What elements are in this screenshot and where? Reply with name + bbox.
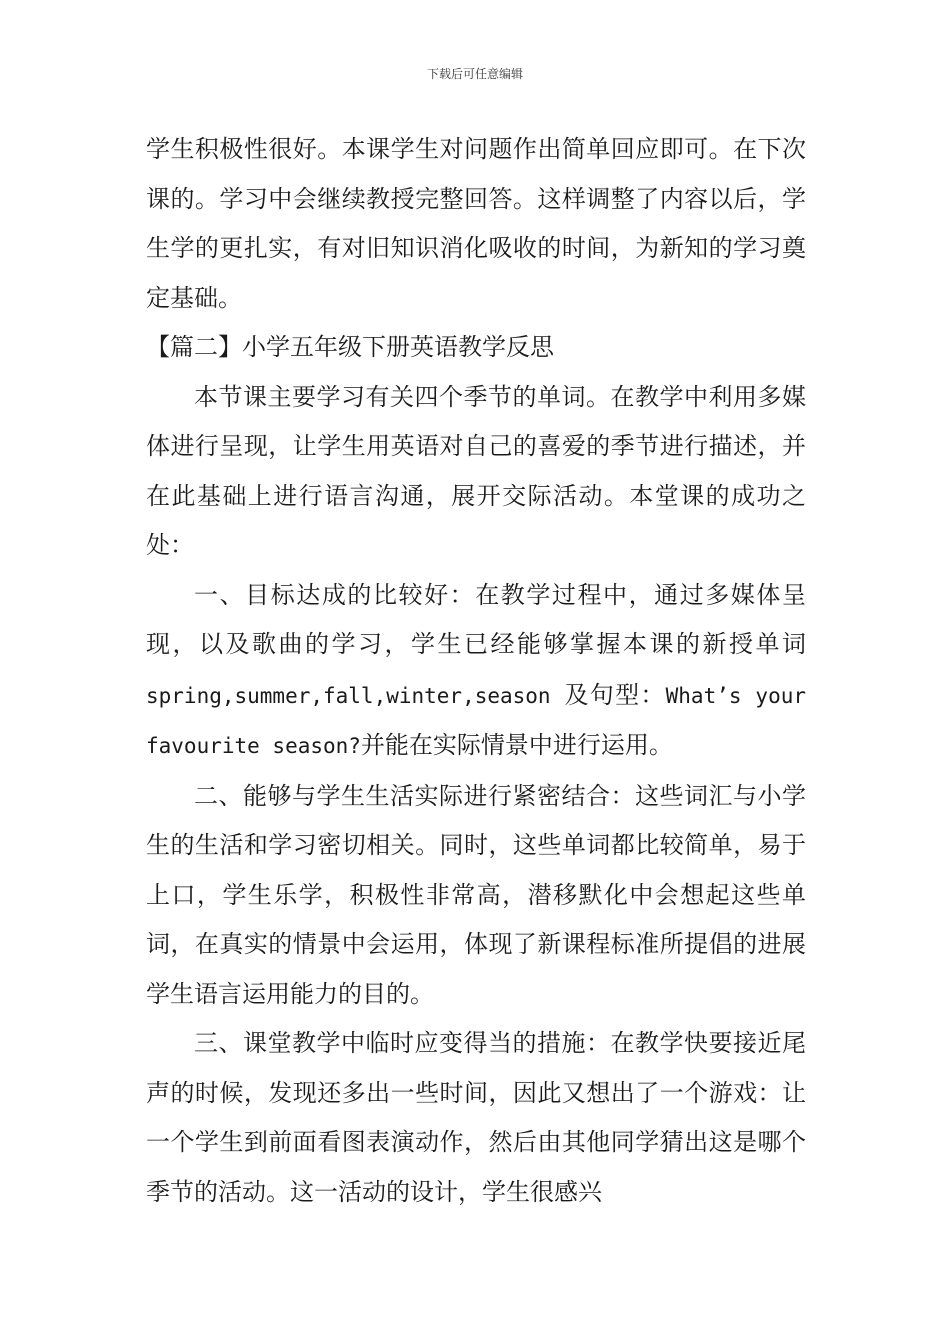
paragraph-continuation: 学生积极性很好。本课学生对问题作出简单回应即可。在下次课的。学习中会继续教授完整回答。这样调整了内容以后，学生学的更扎实，有对旧知识消化吸收的时间，为新知的学习奠定基础。	[146, 135, 806, 312]
page-header: 下载后可任意编辑	[426, 67, 523, 81]
sentence-pattern: What’s your favourite season?	[146, 683, 806, 758]
paragraph-intro: 本节课主要学习有关四个季节的单词。在教学中利用多媒体进行呈现，让学生用英语对自己的喜爱的季节进行描述，并在此基础上进行语言沟通，展开交际活动。本堂课的成功之处：	[146, 382, 806, 559]
point-one-lead: 一、目标达成的比较好：在教学过程中，通过多媒体呈现，以及歌曲的学习，学生已经能够掌握本课的新授单词	[146, 580, 806, 658]
paragraph-point-one	[146, 571, 806, 772]
point-one-tail: 并能在实际情景中进行运用。	[360, 731, 673, 759]
point-one-mid: 及句型：	[564, 680, 666, 709]
paragraph-point-three: 三、课堂教学中临时应变得当的措施：在教学快要接近尾声的时候，发现还多出一些时间，因此又想出了一个游戏：让一个学生到前面看图表演动作，然后由其他同学猜出这是哪个季节的活动。这一活动的设计，学生很感兴	[146, 1029, 806, 1206]
section-heading: 【篇二】小学五年级下册英语教学反思	[146, 333, 554, 361]
vocabulary-words: spring,summer,fall,winter,season	[146, 683, 565, 708]
paragraph-point-two: 二、能够与学生生活实际进行紧密结合：这些词汇与小学生的生活和学习密切相关。同时，这些单词都比较简单，易于上口，学生乐学，积极性非常高，潜移默化中会想起这些单词，在真实的情景中会运用，体现了新课程标准所提倡的进展学生语言运用能力的目的。	[146, 781, 806, 1008]
document-body	[146, 125, 806, 1217]
